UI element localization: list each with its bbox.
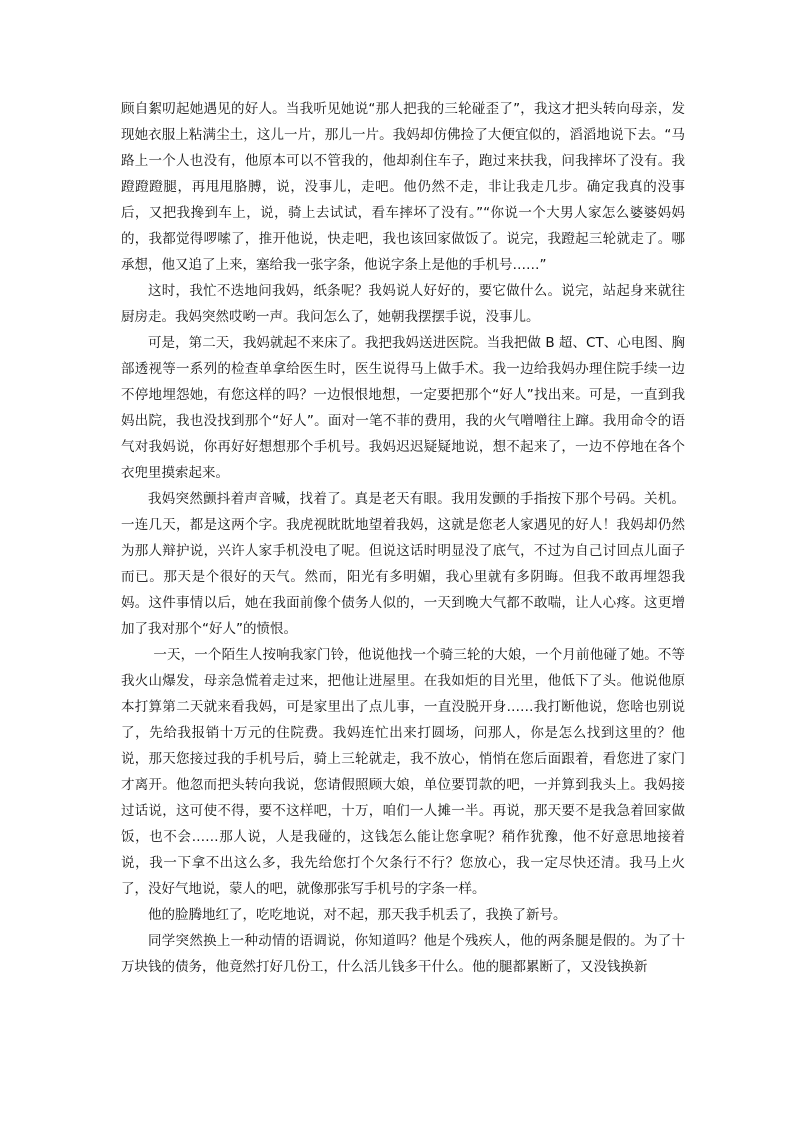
paragraph-5: 一天，一个陌生人按响我家门铃，他说他找一个骑三轮的大娘，一个月前他碰了她。不等我火山爆发，母亲急慌着走过来，把他让进屋里。在我如炬的目光里，他低下了头。他说他原本打算第二天就来看我妈，可是家里出了点儿事，一直没脱开身……我打断他说，您啥也别说了，先给我报销十万元的住院费。我妈连忙出来打圆场，问那人，你是怎么找到这里的？他说，那天您接过我的手机号后，骑上三轮就走，我不放心，悄悄在您后面跟着，看您进了家门才离开。他忽而把头转向我说，您请假照顾大娘，单位要罚款的吧，一并算到我头上。我妈接过话说，这可使不得，要不这样吧，十万，咱们一人摊一半。再说，那天要不是我急着回家做饭，也不会……那人说，人是我碰的，这钱怎么能让您拿呢？稍作犹豫，他不好意思地接着说，我一下拿不出这么多，我先给您打个欠条行不行？您放心，我一定尽快还清。我马上火了，没好气地说，蒙人的吧，就像那张写手机号的字条一样。 [121,647,685,897]
paragraph-6: 他的脸腾地红了，吃吃地说，对不起，那天我手机丢了，我换了新号。 [148,907,567,923]
paragraph-7: 同学突然换上一种动情的语调说，你知道吗？他是个残疾人，他的两条腿是假的。为了十万块钱的债务，他竟然打好几份工，什么活儿钱多干什么。他的腿都累断了，又没钱换新 [121,933,685,975]
paragraph-4: 我妈突然颤抖着声音喊，找着了。真是老天有眼。我用发颤的手指按下那个号码。关机。一连几天，都是这两个字。我虎视眈眈地望着我妈，这就是您老人家遇见的好人！我妈却仍然为那人辩护说，兴许人家手机没电了呢。但说这话时明显没了底气，不过为自己讨回点儿面子而已。那天是个很好的天气。然而，阳光有多明媚，我心里就有多阴晦。但我不敢再埋怨我妈。这件事情以后，她在我面前像个债务人似的，一天到晚大气都不敢喘，让人心疼。这更增加了我对那个“好人”的愤恨。 [121,491,685,637]
paragraph-3: 可是，第二天，我妈就起不来床了。我把我妈送进医院。当我把做 B 超、CT、心电图、胸部透视等一系列的检查单拿给医生时，医生说得马上做手术。我一边给我妈办理住院手续一边不停地埋怨她，有您这样的吗？一边恨恨地想，一定要把那个“好人”找出来。可是，一直到我妈出院，我也没找到那个“好人”。面对一笔不菲的费用，我的火气噌噌往上蹿。我用命令的语气对我妈说，你再好好想想那个手机号。我妈迟迟疑疑地说，想不起来了，一边不停地在各个衣兜里摸索起来。 [121,335,685,481]
document-page [121,96,685,980]
paragraph-2: 这时，我忙不迭地问我妈，纸条呢？我妈说人好好的，要它做什么。说完，站起身来就往厨房走。我妈突然哎哟一声。我问怎么了，她朝我摆摆手说，没事儿。 [121,283,685,325]
paragraph-1: 顾自絮叨起她遇见的好人。当我听见她说“那人把我的三轮碰歪了”，我这才把头转向母亲，发现她衣服上粘满尘土，这儿一片，那儿一片。我妈却仿佛捡了大便宜似的，滔滔地说下去。“马路上一个人也没有，他原本可以不管我的，他却刹住车子，跑过来扶我，问我摔坏了没有。我蹬蹬蹬腿，再甩甩胳膊，说，没事儿，走吧。他仍然不走，非让我走几步。确定我真的没事后，又把我搀到车上，说，骑上去试试，看车摔坏了没有。”“你说一个大男人家怎么婆婆妈妈的，我都觉得啰嗦了，推开他说，快走吧，我也该回家做饭了。说完，我蹬起三轮就走了。哪承想，他又追了上来，塞给我一张字条，他说字条上是他的手机号……” [121,101,685,273]
